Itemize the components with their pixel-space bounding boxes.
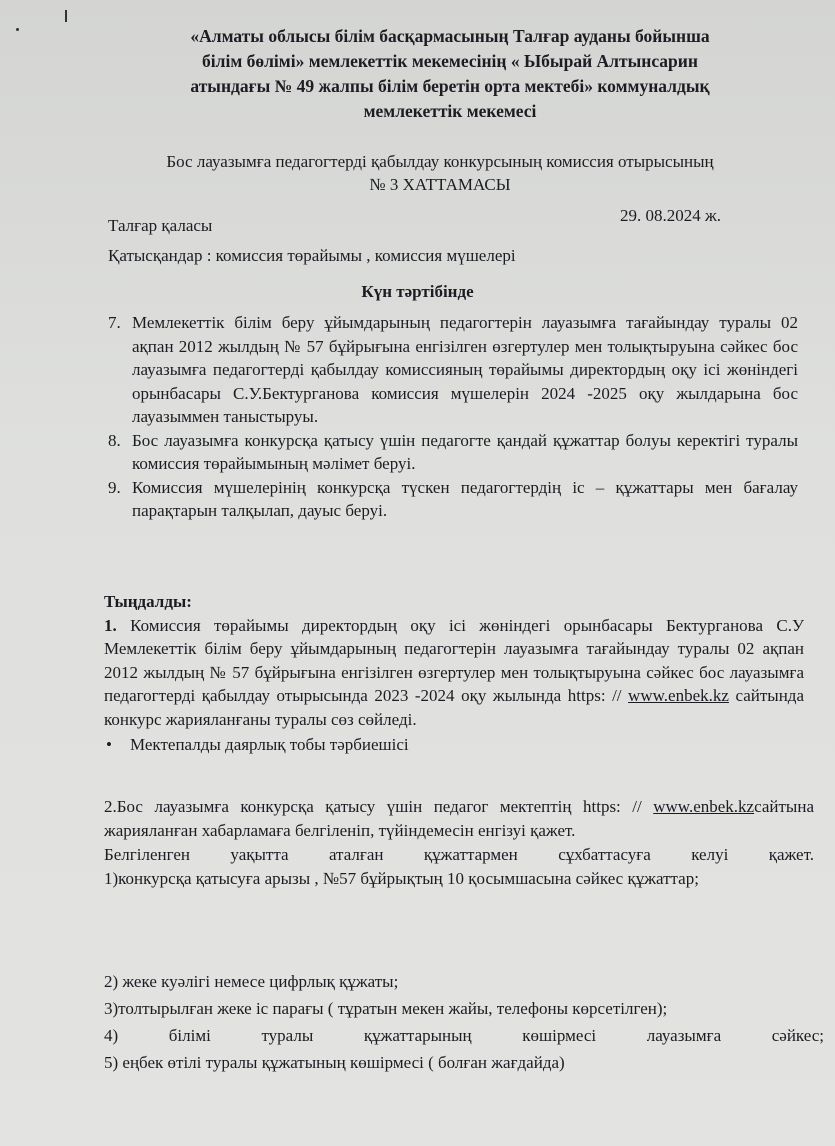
agenda-item <box>108 311 798 429</box>
notice-paragraph <box>104 795 814 843</box>
institution-header <box>130 24 770 124</box>
protocol-number: № 3 ХАТТАМАСЫ <box>369 175 511 194</box>
date: 29. 08.2024 ж. <box>620 206 721 225</box>
document-item: 4) білімі туралы құжаттарының көшірмесі лауазымға сәйкес; <box>104 1026 824 1045</box>
notice-meeting-line: Белгіленген уақытта аталған құжаттармен сұхбаттасуға келуі қажет. <box>104 845 814 864</box>
heard-paragraph <box>104 614 804 732</box>
agenda-title: Күн тәртібінде <box>361 282 474 301</box>
notice-text-end: сайтына жарияланған хабарламаға белгіленіп, түйіндемесін енгізуі қажет. <box>104 797 814 840</box>
city: Талғар қаласы <box>108 216 213 235</box>
header-line: атындағы № 49 жалпы білім беретін орта мектебі» коммуналдық <box>190 76 710 96</box>
bullet-icon: • <box>106 735 112 754</box>
agenda-item-number: 8. <box>108 430 121 450</box>
notice-text: 2.Бос лауазымға конкурсқа қатысу үшін педагог мектептің https: // <box>104 797 654 816</box>
header-line: мемлекеттік мекемесі <box>363 101 537 121</box>
agenda-item <box>108 476 798 523</box>
header-line: «Алматы облысы білім басқармасының Талғар ауданы бойынша <box>190 26 710 46</box>
header-line: білім бөлімі» мемлекеттік мекемесінің « Ыбырай Алтынсарин <box>202 51 698 71</box>
enbek-link[interactable]: www.enbek.kz <box>628 686 729 705</box>
protocol-title <box>90 150 790 196</box>
heard-number: 1. <box>104 615 117 635</box>
document-item: 2) жеке куәлігі немесе цифрлық құжаты; <box>104 972 399 991</box>
agenda-item-text: Бос лауазымға конкурсқа қатысу үшін педагогте қандай құжаттар болуы керектігі туралы комиссия төрайымының мәлімет беруі. <box>132 430 798 473</box>
agenda-item-number: 7. <box>108 313 121 332</box>
documents-list <box>104 968 824 1076</box>
notice-docs-line: 1)конкурсқа қатысуға арызы , №57 бұйрықтың 10 қосымшасына сәйкес құжаттар; <box>104 869 699 888</box>
scan-mark <box>65 10 67 22</box>
agenda-item-number: 9. <box>108 477 121 497</box>
agenda-list <box>108 311 798 523</box>
heard-section <box>104 590 804 757</box>
agenda-item-text: Комиссия мүшелерінің конкурсқа түскен педагогтердің іс – құжаттары мен бағалау парақтарын талқылап, дауыс беруі. <box>132 477 798 520</box>
heard-text-end: сайтында конкурс жарияланғаны туралы сөз сөйледі. <box>104 686 804 729</box>
document-item: 3)толтырылған жеке іс парағы ( тұратын мекен жайы, телефоны көрсетілген); <box>104 999 668 1018</box>
bullet-item <box>104 733 804 757</box>
bullet-text: Мектепалды даярлық тобы тәрбиешісі <box>130 735 409 754</box>
protocol-title-line: Бос лауазымға педагогтерді қабылдау конкурсының комиссия отырысының <box>166 152 714 171</box>
heard-text: Комиссия төрайымы директордың оқу ісі жөніндегі орынбасары Бектурганова С.У Мемлекеттік білім беру ұйымдарының педагогтерін лауазымға тағайындау туралы 02 ақпан 2012 жылдың № 57 бұйрығына енгізілген өзгертулер мен толықтыруына сәйкес бос лауазымға педагогтерді қабылдау отырысында 2023 -2024 оқу жылында https: // <box>104 615 804 705</box>
participants: Қатысқандар : комиссия төрайымы , комиссия мүшелері <box>108 246 516 265</box>
agenda-item <box>108 429 798 476</box>
enbek-link[interactable]: www.enbek.kz <box>653 797 755 816</box>
heard-title: Тыңдалды: <box>104 592 192 611</box>
notice-section <box>104 795 814 891</box>
agenda-item-text: Мемлекеттік білім беру ұйымдарының педагогтерін лауазымға тағайындау туралы 02 ақпан 2012 жылдың № 57 бұйрығына енгізілген өзгертулер мен толықтыруына сәйкес бос лауазымға педагогтерді қабылдау комиссияның төрайымы директордың оқу ісі жөніндегі орынбасары С.У.Бектурганова комиссия мүшелерін 2024 -2025 оқу жылдарына бос лауазыммен таныстыруы. <box>132 313 798 426</box>
document-item: 5) еңбек өтілі туралы құжатының көшірмесі ( болған жағдайда) <box>104 1053 565 1072</box>
scan-mark <box>16 28 19 31</box>
